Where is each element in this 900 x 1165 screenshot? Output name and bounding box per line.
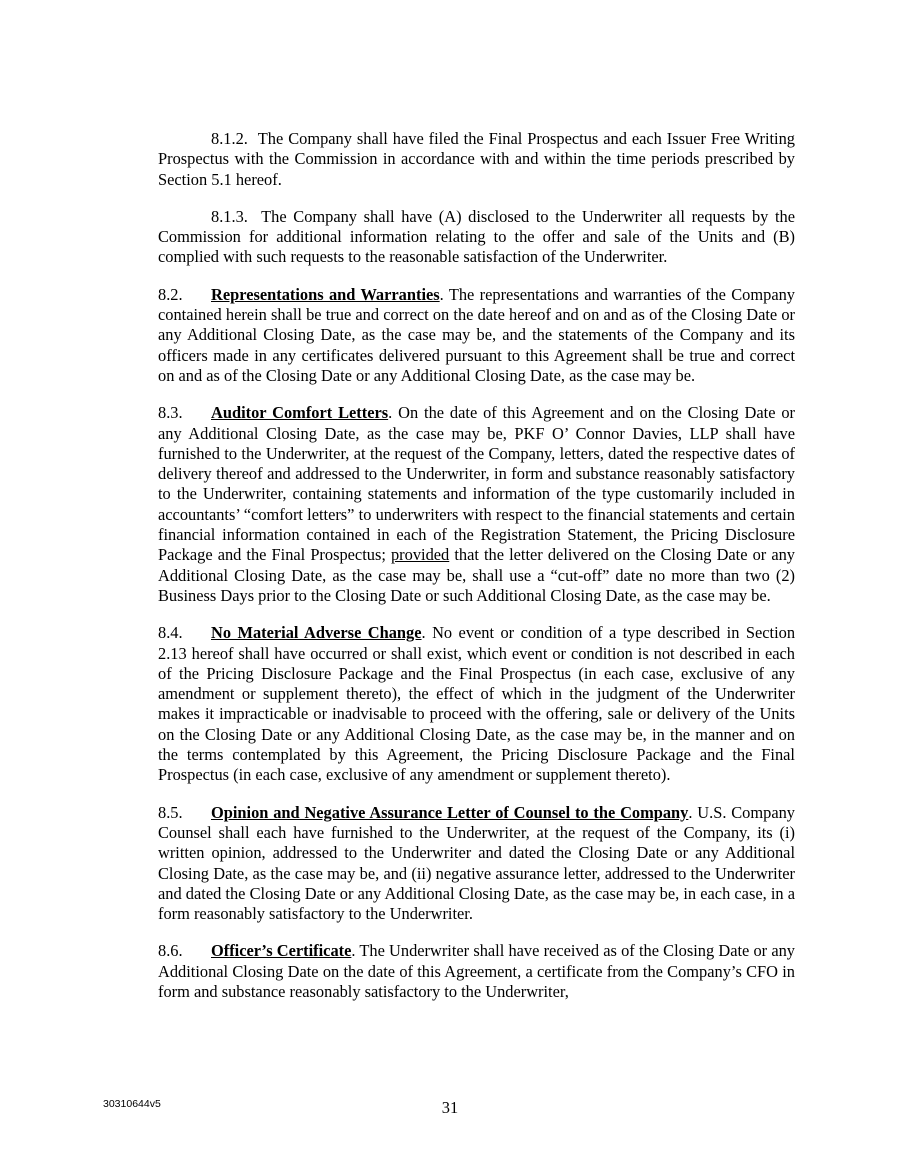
section-8-1-2-text: 8.1.2. The Company shall have filed the Final Prospectus and each Issuer Free Writing Prospectus with the Commission in accordance with and within the time periods prescribed by Section 5.1 hereof. (158, 129, 795, 189)
section-8-4 (158, 623, 795, 785)
provided-term: provided (390, 545, 450, 565)
section-text: . The Underwriter shall have received as of the Closing Date or any Additional Closing Date on the date of this Agreement, a certificate from the Company’s CFO in form and substance reasonably satisfactory to the Underwriter, (158, 941, 795, 1001)
section-number: 8.4. (158, 623, 183, 643)
document-id: 30310644v5 (103, 1098, 161, 1110)
section-heading: Officer’s Certificate (211, 941, 352, 961)
section-number: 8.2. (158, 284, 183, 304)
section-8-3 (158, 403, 795, 606)
section-heading: Opinion and Negative Assurance Letter of Counsel to the Company (211, 802, 689, 822)
section-number: 8.3. (158, 403, 183, 423)
section-8-1-3 (158, 207, 795, 268)
section-8-1-3-text: 8.1.3. The Company shall have (A) disclosed to the Underwriter all requests by the Commission for additional information relating to the offer and sale of the Units and (B) complied with such requests to the reasonable satisfaction of the Underwriter. (158, 206, 795, 267)
document-body (158, 129, 795, 1019)
section-text: . No event or condition of a type described in Section 2.13 hereof shall have occurred or shall exist, which event or condition is not described in each of the Pricing Disclosure Package and the Final Prospectus (in each case, exclusive of any amendment or supplement thereto), the effect of which in the judgment of the Underwriter makes it impracticable or inadvisable to proceed with the offering, sale or delivery of the Units on the Closing Date or any Additional Closing Date, as the case may be, in the manner and on the terms contemplated by this Agreement, the Pricing Disclosure Package and the Final Prospectus (in each case, exclusive of any amendment or supplement thereto). (158, 623, 796, 785)
section-heading: No Material Adverse Change (211, 623, 422, 643)
section-text: . The representations and warranties of the Company contained herein shall be true and correct on the date hereof and on and as of the Closing Date or any Additional Closing Date, as the case may be, and the statements of the Company and its officers made in any certificates delivered pursuant to this Agreement shall be true and correct on and as of the Closing Date or any Additional Closing Date, as the case may be. (158, 284, 795, 385)
section-number: 8.5. (158, 802, 183, 822)
section-text-continued: that the letter delivered on the Closing Date or any Additional Closing Date, as the case may be, shall use a “cut-off” date no more than two (2) Business Days prior to the Closing Date or such Additional Closing Date, as the case may be. (158, 545, 795, 605)
section-8-1-2 (158, 129, 795, 190)
section-8-6 (158, 941, 795, 1002)
section-8-5 (158, 803, 795, 925)
section-8-2 (158, 285, 795, 386)
section-heading: Representations and Warranties (211, 284, 440, 304)
section-number: 8.6. (158, 941, 183, 961)
page-number: 31 (441, 1098, 459, 1117)
section-text: . On the date of this Agreement and on the Closing Date or any Additional Closing Date, as the case may be, PKF O’ Connor Davies, LLP shall have furnished to the Underwriter, at the request of the Company, letters, dated the respective dates of delivery thereof and addressed to the Underwriter, in form and substance reasonably satisfactory to the Underwriter, containing statements and information of the type customarily included in accountants’ “comfort letters” to underwriters with respect to the financial statements and certain financial information contained in each of the Registration Statement, the Pricing Disclosure Package and the Final Prospectus; (158, 403, 795, 565)
section-text: . U.S. Company Counsel shall each have furnished to the Underwriter, at the request of the Company, its (i) written opinion, addressed to the Underwriter and dated the Closing Date or any Additional Closing Date, as the case may be, and (ii) negative assurance letter, addressed to the Underwriter and dated the Closing Date or any Additional Closing Date, as the case may be, in each case, in a form reasonably satisfactory to the Underwriter. (158, 802, 795, 924)
section-heading: Auditor Comfort Letters (211, 403, 389, 423)
